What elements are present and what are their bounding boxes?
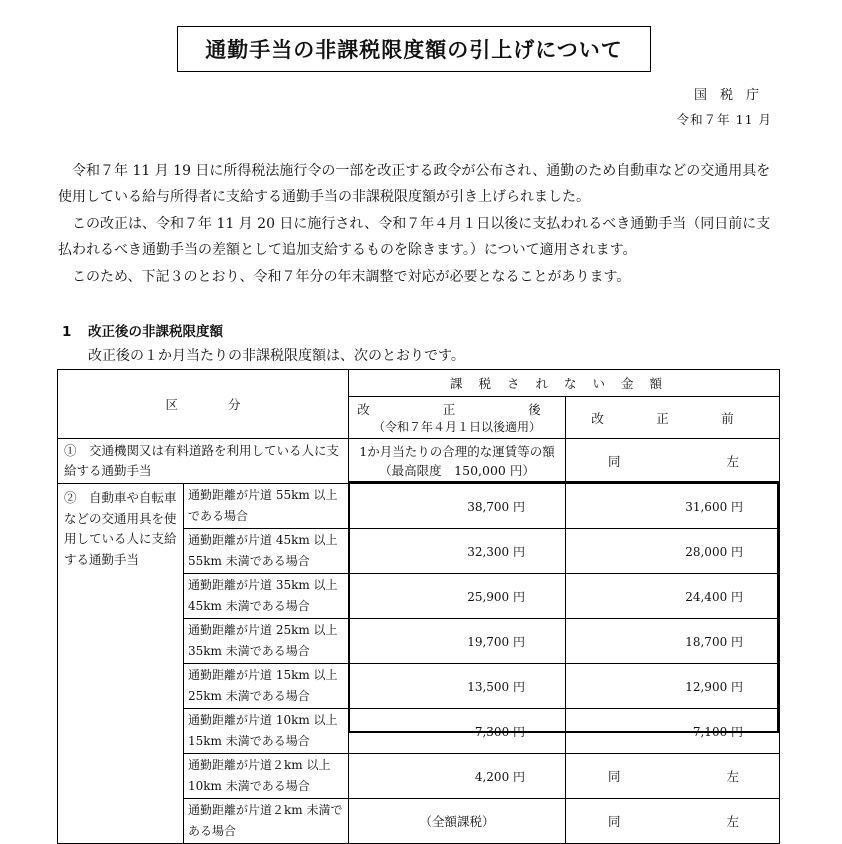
document-title: 通勤手当の非課税限度額の引上げについて bbox=[177, 26, 651, 72]
same-right: 左 bbox=[726, 814, 740, 829]
distance-cell: 通勤距離が片道２km 未満である場合 bbox=[184, 799, 349, 844]
distance-cell: 通勤距離が片道 25km 以上35km 未満である場合 bbox=[184, 619, 349, 664]
header-after: 改 正 後 bbox=[357, 402, 557, 417]
same-left: 同 bbox=[608, 769, 621, 784]
table-row bbox=[58, 439, 780, 484]
section-title: 改正後の非課税限度額 bbox=[88, 324, 223, 340]
amount-after: 32,300 円 bbox=[349, 529, 566, 574]
distance-cell: 通勤距離が片道 45km 以上55km 未満である場合 bbox=[184, 529, 349, 574]
header-after-cell bbox=[349, 397, 566, 439]
limits-table bbox=[57, 369, 780, 844]
table-row bbox=[58, 484, 780, 529]
distance-cell: 通勤距離が片道 15km 以上25km 未満である場合 bbox=[184, 664, 349, 709]
distance-cell: 通勤距離が片道２km 以上10km 未満である場合 bbox=[184, 754, 349, 799]
amount-after: 38,700 円 bbox=[349, 484, 566, 529]
header-after-note: （令和７年４月１日以後適用） bbox=[373, 420, 542, 434]
amount-before: 7,100 円 bbox=[566, 709, 780, 754]
row1-after-line2: （最高限度 150,000 円） bbox=[379, 463, 535, 478]
amount-before: 31,600 円 bbox=[566, 484, 780, 529]
amount-before: 12,900 円 bbox=[566, 664, 780, 709]
distance-cell: 通勤距離が片道 10km 以上15km 未満である場合 bbox=[184, 709, 349, 754]
paragraph-3: このため、下記３のとおり、令和７年分の年末調整で対応が必要となることがあります。 bbox=[72, 269, 631, 285]
amount-before: 24,400 円 bbox=[566, 574, 780, 619]
paragraph-1: 令和７年 11 月 19 日に所得税法施行令の一部を改正する政令が公布され、通勤のため自動車などの交通用具を使用している給与所得者に支給する通勤手当の非課税限度額が引き上げられました。 bbox=[58, 163, 771, 205]
amount-after: 19,700 円 bbox=[349, 619, 566, 664]
amount-after: 25,900 円 bbox=[349, 574, 566, 619]
distance-cell: 通勤距離が片道 35km 以上45km 未満である場合 bbox=[184, 574, 349, 619]
row1-before bbox=[566, 439, 780, 484]
row1-after-line1: 1か月当たりの合理的な運賃等の額 bbox=[359, 444, 555, 459]
same-left: 同 bbox=[608, 814, 621, 829]
table-header-row bbox=[58, 370, 780, 397]
distance-cell: 通勤距離が片道 55km 以上である場合 bbox=[184, 484, 349, 529]
same-right: 左 bbox=[726, 454, 740, 469]
section-number: 1 bbox=[62, 324, 72, 340]
section-heading bbox=[62, 320, 223, 340]
amount-after: 13,500 円 bbox=[349, 664, 566, 709]
amount-before-same bbox=[566, 799, 780, 844]
amount-after: （全額課税） bbox=[349, 799, 566, 844]
row2-category: ② 自動車や自転車などの交通用具を使用している人に支給する通勤手当 bbox=[58, 484, 184, 844]
issue-date: 令和７年 11 月 bbox=[676, 112, 772, 127]
header-before: 改 正 前 bbox=[566, 397, 780, 439]
amount-after: 4,200 円 bbox=[349, 754, 566, 799]
same-left: 同 bbox=[608, 454, 621, 469]
agency-name: 国税庁 bbox=[693, 88, 772, 103]
same-right: 左 bbox=[726, 769, 740, 784]
amount-after: 7,300 円 bbox=[349, 709, 566, 754]
amount-before-same bbox=[566, 754, 780, 799]
section-intro: 改正後の１か月当たりの非課税限度額は、次のとおりです。 bbox=[88, 348, 465, 364]
amount-before: 18,700 円 bbox=[566, 619, 780, 664]
row1-after bbox=[349, 439, 566, 484]
header-amount: 課税されない金額 bbox=[349, 370, 780, 397]
row1-category: ① 交通機関又は有料道路を利用している人に支給する通勤手当 bbox=[58, 439, 349, 484]
amount-before: 28,000 円 bbox=[566, 529, 780, 574]
paragraph-2: この改正は、令和７年 11 月 20 日に施行され、令和７年４月１日以後に支払われるべき通勤手当（同日前に支払われるべき通勤手当の差額として追加支給するものを除きます。）について適用されます。 bbox=[58, 216, 771, 258]
header-category: 区 分 bbox=[58, 370, 349, 439]
